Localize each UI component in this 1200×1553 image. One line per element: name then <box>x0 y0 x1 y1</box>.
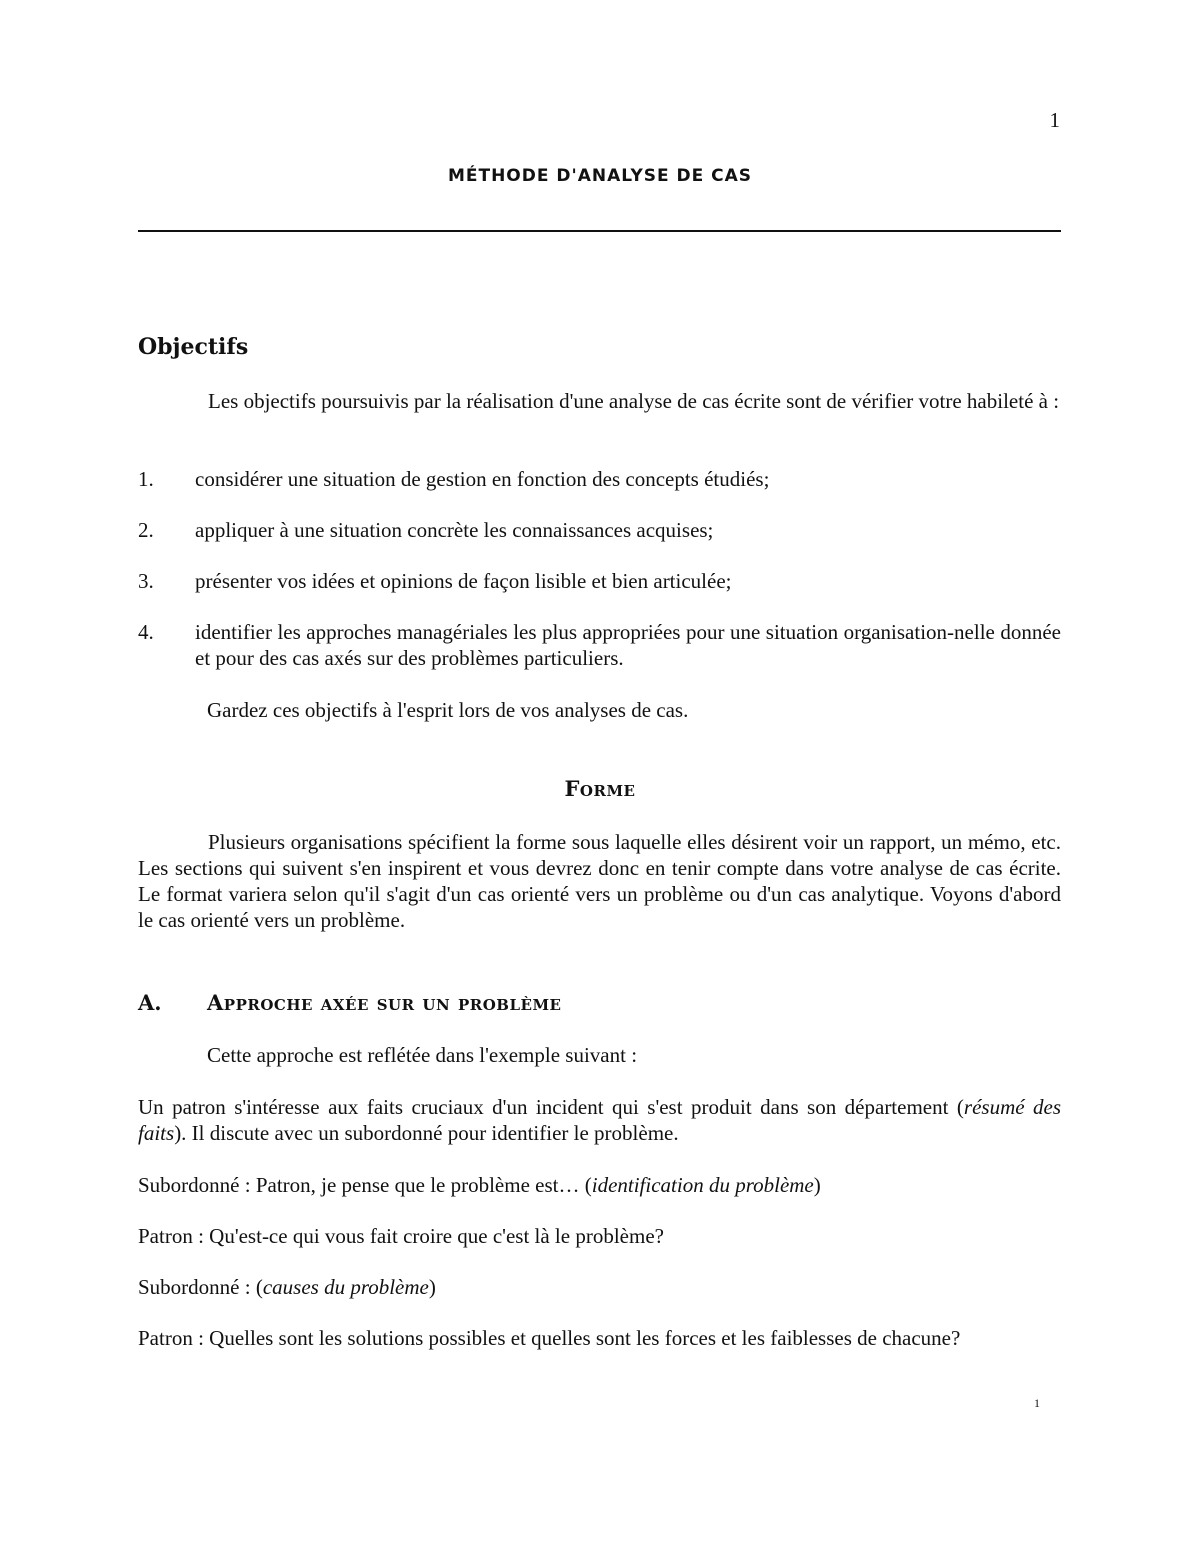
list-number: 4. <box>138 620 154 644</box>
text-run: Un patron s'intéresse aux faits cruciaux d'un incident qui s'est produit dans son département ( <box>138 1095 964 1119</box>
objectifs-intro: Les objectifs poursuivis par la réalisation d'une analyse de cas écrite sont de vérifier votre habileté à : <box>208 389 1060 413</box>
objectif-item-1 <box>138 466 1061 492</box>
list-number: 2. <box>138 518 154 542</box>
section-a-letter: A. <box>138 990 162 1015</box>
list-text: considérer une situation de gestion en fonction des concepts étudiés; <box>195 467 770 491</box>
footnote-marker: 1 <box>1034 1396 1040 1410</box>
objectif-item-4 <box>138 619 1061 671</box>
text-run: Subordonné : Patron, je pense que le problème est… ( <box>138 1173 592 1197</box>
section-a-paragraph <box>138 1094 1061 1146</box>
section-a-title: Approche axée sur un problème <box>207 990 562 1015</box>
text-run: ) <box>428 1275 436 1299</box>
italic-run: causes du problème <box>262 1275 429 1299</box>
dialogue-line-3 <box>138 1274 1061 1300</box>
objectif-item-2 <box>138 517 1061 543</box>
dialogue-line-4: Patron : Quelles sont les solutions possibles et quelles sont les forces et les faiblesses de chacune? <box>138 1326 961 1350</box>
text-run: Subordonné : ( <box>138 1275 263 1299</box>
objectifs-heading: Objectifs <box>138 334 249 360</box>
objectif-item-3 <box>138 568 1061 594</box>
italic-run: identification du problème <box>591 1173 814 1197</box>
page-number: 1 <box>1049 108 1060 132</box>
document-title: MÉTHODE D'ANALYSE DE CAS <box>447 166 753 186</box>
list-number: 1. <box>138 467 154 491</box>
forme-heading: Forme <box>564 776 636 801</box>
dialogue-line-2: Patron : Qu'est-ce qui vous fait croire que c'est là le problème? <box>138 1224 664 1248</box>
forme-paragraph: Plusieurs organisations spécifient la forme sous laquelle elles désirent voir un rapport, un mémo, etc. Les sections qui suivent s'en inspirent et vous devrez donc en tenir compte dans votre analyse de cas écrite. Le format variera selon qu'il s'agit d'un cas orienté vers un problème ou d'un cas analytique. Voyons d'abord le cas orienté vers un problème. <box>138 830 1061 932</box>
text-run: ) <box>813 1173 821 1197</box>
list-text: identifier les approches managériales les plus appropriées pour une situation organisation-nelle donnée et pour des cas axés sur des problèmes particuliers. <box>195 620 1061 670</box>
section-a-intro: Cette approche est reflétée dans l'exemple suivant : <box>207 1043 638 1067</box>
list-number: 3. <box>138 569 154 593</box>
objectifs-closing: Gardez ces objectifs à l'esprit lors de vos analyses de cas. <box>207 698 689 722</box>
italic-run: résumé des faits <box>138 1095 1061 1145</box>
text-run: ). Il discute avec un subordonné pour identifier le problème. <box>174 1121 679 1145</box>
list-text: appliquer à une situation concrète les connaissances acquises; <box>195 518 714 542</box>
title-divider <box>138 230 1061 232</box>
dialogue-line-1 <box>138 1172 1061 1198</box>
list-text: présenter vos idées et opinions de façon lisible et bien articulée; <box>195 569 732 593</box>
